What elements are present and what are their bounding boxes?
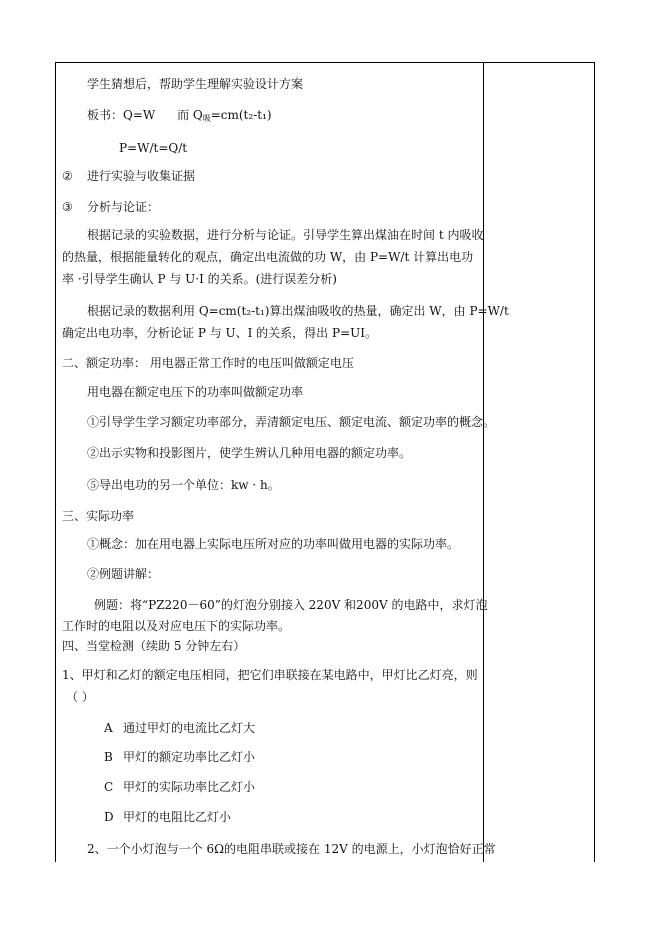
option-letter: A [104,721,113,735]
rated-item: ②出示实物和投影图片，使学生辨认几种用电器的额定功率。 [87,446,412,460]
analysis-line: 根据记录的实验数据，进行分析与论证。引导学生算出煤油在时间 t 内吸收 [87,228,484,242]
question-line: （ ） [66,690,94,704]
example-title: ②例题讲解： [87,567,160,581]
board-formula-rest: =cm(t₂-t₁) [210,108,272,122]
example-line: 工作时的电阻以及对应电压下的实际功率。 [62,619,291,633]
check-heading: 四、当堂检测（续助 5 分钟左右） [62,639,246,653]
rated-item: ⑤导出电功的另一个单位：kw · h。 [87,478,280,492]
question-line: 1、甲灯和乙灯的额定电压相同，把它们串联接在某电路中，甲灯比乙灯亮，则 [62,668,478,682]
analysis-line: 的热量，根据能量转化的观点，确定出电流做的功 W，由 P=W/t 计算出电功 [62,250,474,264]
option-letter: B [104,750,113,764]
board-sub: 吸 [202,114,211,123]
board-formula [87,108,272,122]
step-marker: ③ [62,200,73,214]
analysis-line: 率 ·引导学生确认 P 与 U·I 的关系。(进行误差分析) [62,272,337,286]
step-marker: ② [62,169,73,183]
analysis-line: 确定出电功率，分析论证 P 与 U、I 的关系，得出 P=UI。 [62,326,377,340]
power-formula: P=W/t=Q/t [119,141,188,155]
example-line: 例题：将“PZ220－60”的灯泡分别接入 220V 和200V 的电路中，求灯泡 [94,598,488,612]
option-text: 甲灯的实际功率比乙灯小 [123,780,256,794]
actual-concept: ①概念：加在用电器上实际电压所对应的功率叫做用电器的实际功率。 [87,537,460,551]
option-text: 通过甲灯的电流比乙灯大 [123,721,256,735]
step-text: 分析与论证： [87,200,160,214]
step-text: 进行实验与收集证据 [87,169,196,183]
option-text: 甲灯的电阻比乙灯小 [123,810,232,824]
rated-heading: 二、额定功率： 用电器正常工作时的电压叫做额定电压 [62,356,354,370]
rated-line: 用电器在额定电压下的功率叫做额定功率 [87,385,304,399]
question-line: 2、一个小灯泡与一个 6Ω的电阻串联或接在 12V 的电源上，小灯泡恰好正常 [87,842,496,856]
guide-text: 学生猜想后，帮助学生理解实验设计方案 [87,77,304,91]
option-text: 甲灯的额定功率比乙灯小 [123,750,256,764]
board-prefix: 板书：Q=W [87,108,156,122]
analysis-line: 根据记录的数据利用 Q=cm(t₂-t₁)算出煤油吸收的热量，确定出 W，由 P=W/t [87,304,509,318]
option-letter: D [104,810,114,824]
option-letter: C [104,780,114,794]
board-q: 而 Q [177,108,203,122]
actual-heading: 三、实际功率 [62,509,135,523]
column-divider [483,62,484,862]
rated-item: ①引导学生学习额定功率部分，弄清额定电压、额定电流、额定功率的概念。 [87,415,496,429]
